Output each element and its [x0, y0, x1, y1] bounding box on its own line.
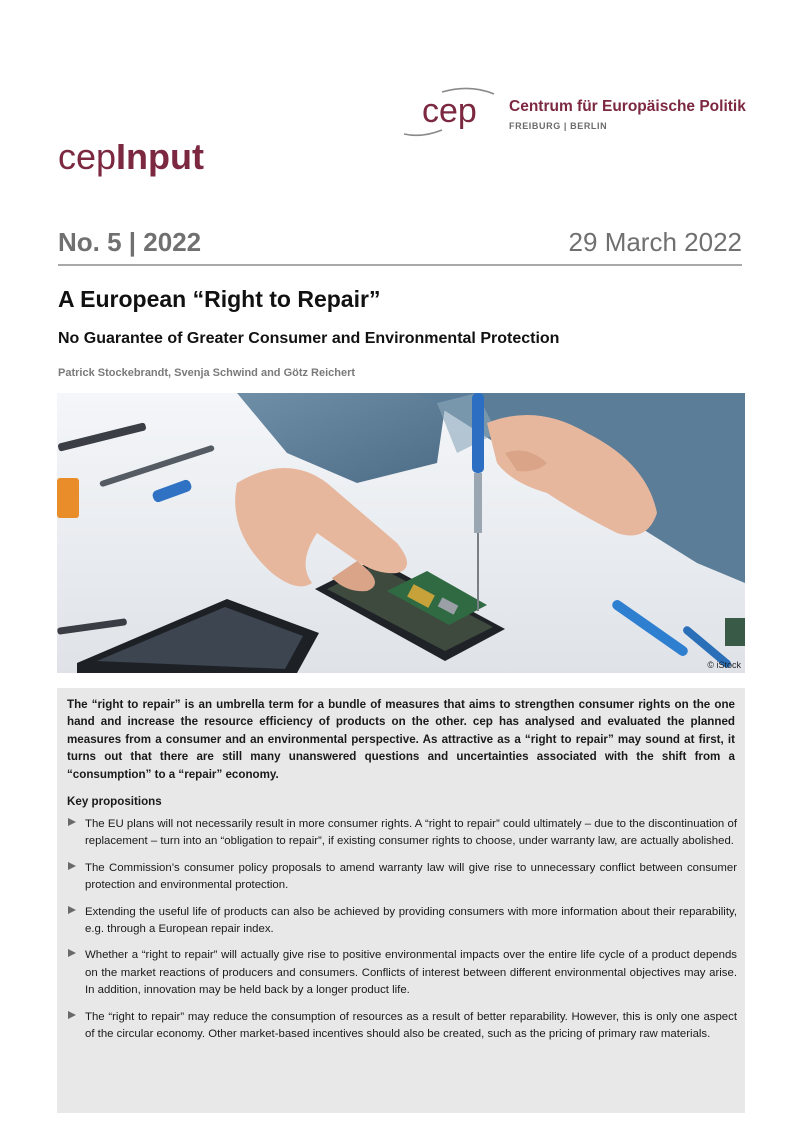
phone-repair-illustration: [57, 393, 745, 673]
cep-logo-mark: [402, 86, 506, 138]
series-name: Input: [116, 136, 205, 177]
photo-credit: © iStock: [707, 660, 741, 670]
proposition-item: [67, 860, 737, 895]
proposition-item: [67, 904, 737, 939]
triangle-bullet-icon: [68, 1011, 76, 1019]
proposition-item: [67, 947, 737, 999]
triangle-bullet-icon: [68, 862, 76, 870]
document-subtitle: No Guarantee of Greater Consumer and Environmental Protection: [58, 330, 560, 347]
proposition-text: The “right to repair” may reduce the consumption of resources as a result of better reparability. However, this is only one aspect of the circular economy. Other market-based incentives should also be created, such as the pricing of primary raw materials.: [85, 1010, 737, 1041]
key-propositions-list: [67, 816, 737, 1052]
publication-date: 29 March 2022: [568, 227, 742, 257]
summary-box: [57, 688, 745, 1113]
series-prefix: cep: [58, 136, 117, 177]
proposition-item: [67, 816, 737, 851]
header-divider: [58, 264, 742, 266]
proposition-text: Extending the useful life of products can also be achieved by providing consumers with more information about their reparability, e.g. through a European repair index.: [85, 905, 737, 936]
issue-number: No. 5 | 2022: [58, 227, 202, 257]
triangle-bullet-icon: [68, 818, 76, 826]
proposition-text: Whether a “right to repair” will actually give rise to positive environmental impacts over the entire life cycle of a product depends on the market reactions of producers and consumers. Conflicts of interest between different environmental objectives may arise. In addition, innovation may be held back by a longer product life.: [85, 949, 737, 997]
proposition-text: The EU plans will not necessarily result in more consumer rights. A “right to repair” could ultimately – due to the discontinuation of replacement – turn into an “obligation to repair”, if existing consumer rights to choose, under warranty law, are actually abolished.: [85, 818, 737, 848]
logo-wordmark: cep: [422, 92, 477, 130]
authors-line: Patrick Stockebrandt, Svenja Schwind and Götz Reichert: [58, 367, 356, 379]
proposition-item: [67, 1009, 737, 1044]
organization-name: Centrum für Europäische Politik: [509, 98, 746, 115]
cep-logo: [402, 86, 747, 138]
proposition-text: The Commission’s consumer policy proposals to amend warranty law will give rise to unnecessary conflict between consumer protection and environmental protection.: [85, 861, 737, 892]
triangle-bullet-icon: [68, 906, 76, 914]
triangle-bullet-icon: [68, 949, 76, 957]
organization-locations: FREIBURG | BERLIN: [509, 121, 608, 131]
document-title: A European “Right to Repair”: [58, 286, 381, 312]
series-title: [58, 136, 204, 178]
cover-photo: [57, 393, 745, 673]
key-propositions-heading: Key propositions: [67, 795, 162, 808]
summary-intro: The “right to repair” is an umbrella term for a bundle of measures that aims to strengthen consumer rights on the one hand and increase the resource efficiency of products on the other. cep has analysed and evaluated the planned measures from a consumer and an environmental perspective. As attractive as a “right to repair” may sound at first, it turns out that there are still many unanswered questions and uncertainties associated with the shift from a “consumption” to a “repair” economy.: [67, 698, 735, 781]
